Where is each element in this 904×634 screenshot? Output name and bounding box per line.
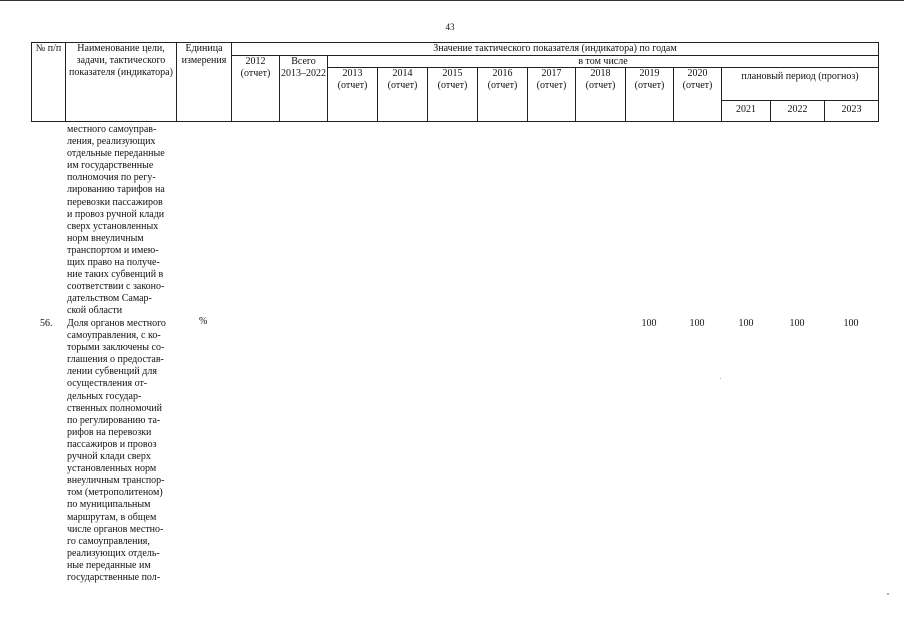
header-col-number: № п/п [31,42,65,122]
header-col-including: в том числе [327,55,879,67]
scan-speck [887,593,889,595]
header-col-2012: 2012 (отчет) [231,55,279,122]
row-value-2019: 100 [641,318,657,329]
previous-row-continuation: местного самоуправ- ления, реализующих отдельные переданные им государственные полномочия по регу- лированию тарифов на перевозки пассажиров и провоз ручной клади сверх установленных норм внеуличным транспортом и имею- щих право на получе- ние таких субвенций в соответствии с законо- дательством Самар- ской области [67,124,165,317]
row-number: 56. [40,318,53,329]
page-top-edge [0,0,904,1]
header-planned-2023: 2023 [824,100,879,122]
header-year-2017: 2017 (отчет) [527,67,575,122]
row-unit: % [199,316,208,327]
row-indicator-name: Доля органов местного самоуправления, с ко- торыми заключены со- глашения о предостав- лении субвенций для осуществления от- дельных государ- ственных полномочий по регулированию та- рифов на перевозки пассажиров и провоз ручной клади сверх установленных норм внеуличным транспор- том (метрополитеном) по муниципальным маршрутам, в общем числе органов местно- го самоуправления, реализующих отдель- ные переданные им государственные пол- [67,318,166,583]
header-planned-2021: 2021 [721,100,770,122]
header-col-name: Наименование цели, задачи, тактического показателя (индикатора) [65,42,176,122]
row-value-2020: 100 [689,318,705,329]
header-year-2019: 2019 (отчет) [625,67,673,122]
header-year-2015: 2015 (отчет) [427,67,477,122]
header-year-2016: 2016 (отчет) [477,67,527,122]
scan-speck [720,378,721,379]
header-col-values: Значение тактического показателя (индикатора) по годам [231,42,879,55]
header-col-unit: Единица измерения [176,42,231,122]
header-col-total: Всего 2013–2022 [279,55,327,122]
header-year-2018: 2018 (отчет) [575,67,625,122]
row-value-2021: 100 [738,318,754,329]
header-year-2020: 2020 (отчет) [673,67,721,122]
row-value-2023: 100 [843,318,859,329]
header-planned-period: плановый период (прогноз) [721,67,879,100]
page-number: 43 [445,22,455,32]
row-value-2022: 100 [789,318,805,329]
header-year-2013: 2013 (отчет) [327,67,377,122]
header-planned-2022: 2022 [770,100,824,122]
header-year-2014: 2014 (отчет) [377,67,427,122]
